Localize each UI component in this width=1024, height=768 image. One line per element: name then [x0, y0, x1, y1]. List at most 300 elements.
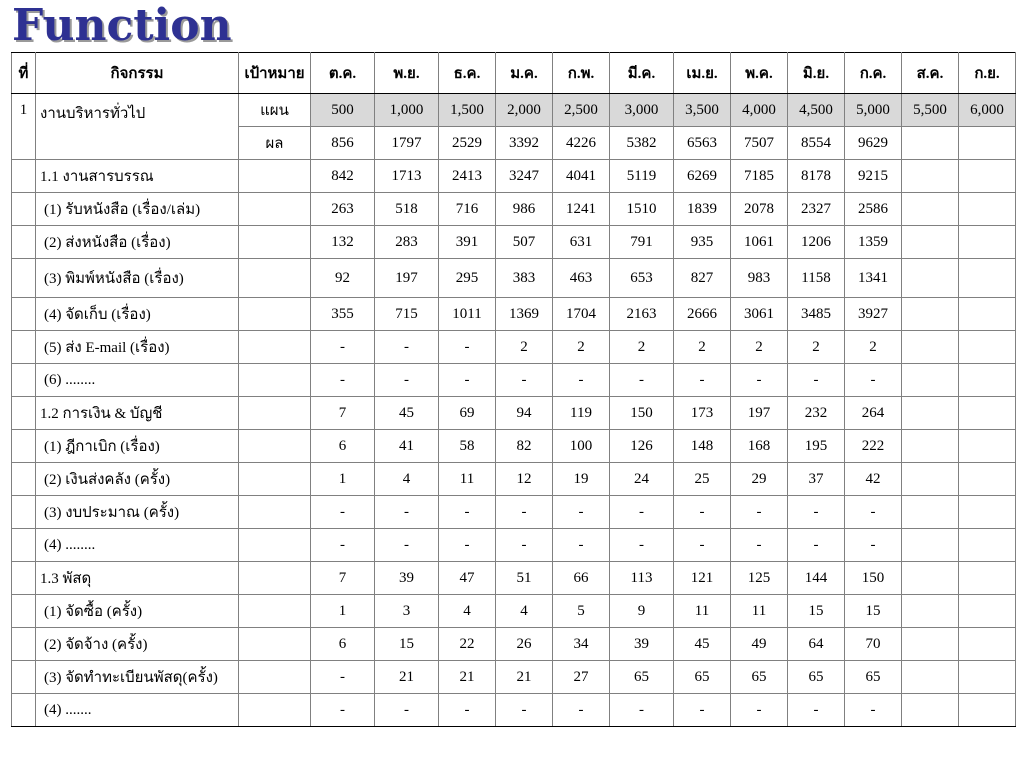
month-value: 42: [845, 463, 902, 496]
result-value: 856: [311, 127, 375, 160]
month-value: 1341: [845, 259, 902, 298]
header-month: ก.พ.: [553, 53, 610, 94]
month-value: 19: [553, 463, 610, 496]
month-value: -: [788, 496, 845, 529]
month-value: 1704: [553, 298, 610, 331]
month-value: 1: [311, 595, 375, 628]
month-value: 15: [788, 595, 845, 628]
month-value: [959, 496, 1016, 529]
month-value: 232: [788, 397, 845, 430]
month-value: 1369: [496, 298, 553, 331]
month-value: [959, 529, 1016, 562]
activity-label: 1.2 การเงิน & บัญชี: [36, 397, 239, 430]
month-value: -: [375, 694, 439, 727]
target-cell: [239, 298, 311, 331]
month-value: [902, 298, 959, 331]
month-value: 132: [311, 226, 375, 259]
header-month: พ.ย.: [375, 53, 439, 94]
month-value: 3485: [788, 298, 845, 331]
activity-table: [11, 52, 1016, 727]
month-value: [902, 595, 959, 628]
month-value: 195: [788, 430, 845, 463]
plan-label: แผน: [239, 94, 311, 127]
month-value: 9215: [845, 160, 902, 193]
month-value: 150: [610, 397, 674, 430]
row-no-cell: [12, 694, 36, 727]
month-value: 11: [674, 595, 731, 628]
month-value: 986: [496, 193, 553, 226]
month-value: 25: [674, 463, 731, 496]
month-value: 383: [496, 259, 553, 298]
month-value: 4: [439, 595, 496, 628]
row-no-cell: [12, 160, 36, 193]
month-value: [959, 226, 1016, 259]
target-cell: [239, 496, 311, 529]
month-value: -: [731, 364, 788, 397]
month-value: [902, 331, 959, 364]
activity-label: (4) ........: [36, 529, 239, 562]
month-value: 21: [496, 661, 553, 694]
month-value: -: [496, 496, 553, 529]
section-1-name: งานบริหารทั่วไป: [36, 94, 239, 160]
activity-label: (2) เงินส่งคลัง (ครั้ง): [36, 463, 239, 496]
month-value: 65: [674, 661, 731, 694]
plan-value: 5,500: [902, 94, 959, 127]
month-value: 2413: [439, 160, 496, 193]
month-value: 37: [788, 463, 845, 496]
header-row: [12, 53, 1016, 94]
row-no-cell: [12, 331, 36, 364]
month-value: 8178: [788, 160, 845, 193]
month-value: 1158: [788, 259, 845, 298]
month-value: 125: [731, 562, 788, 595]
month-value: 100: [553, 430, 610, 463]
month-value: 94: [496, 397, 553, 430]
month-value: 3: [375, 595, 439, 628]
table-row: [12, 226, 1016, 259]
month-value: 92: [311, 259, 375, 298]
header-month: ธ.ค.: [439, 53, 496, 94]
result-value: [902, 127, 959, 160]
row-no-cell: [12, 226, 36, 259]
month-value: 7: [311, 397, 375, 430]
result-value: 5382: [610, 127, 674, 160]
month-value: 27: [553, 661, 610, 694]
month-value: -: [375, 364, 439, 397]
month-value: [902, 364, 959, 397]
month-value: 4: [496, 595, 553, 628]
header-month: เม.ย.: [674, 53, 731, 94]
month-value: 264: [845, 397, 902, 430]
plan-value: 500: [311, 94, 375, 127]
month-value: -: [311, 529, 375, 562]
month-value: [959, 298, 1016, 331]
header-month: ส.ค.: [902, 53, 959, 94]
month-value: 263: [311, 193, 375, 226]
month-value: -: [610, 694, 674, 727]
month-value: -: [311, 496, 375, 529]
activity-label: (4) จัดเก็บ (เรื่อง): [36, 298, 239, 331]
header-month: มิ.ย.: [788, 53, 845, 94]
month-value: 39: [610, 628, 674, 661]
row-no-cell: [12, 496, 36, 529]
month-value: -: [496, 364, 553, 397]
month-value: 507: [496, 226, 553, 259]
month-value: [959, 364, 1016, 397]
month-value: 66: [553, 562, 610, 595]
month-value: 148: [674, 430, 731, 463]
target-cell: [239, 226, 311, 259]
month-value: 631: [553, 226, 610, 259]
month-value: -: [610, 496, 674, 529]
month-value: 58: [439, 430, 496, 463]
month-value: 11: [439, 463, 496, 496]
month-value: -: [610, 529, 674, 562]
month-value: 41: [375, 430, 439, 463]
activity-label: (3) จัดทำทะเบียนพัสดุ(ครั้ง): [36, 661, 239, 694]
month-value: 47: [439, 562, 496, 595]
plan-value: 3,000: [610, 94, 674, 127]
month-value: 15: [375, 628, 439, 661]
month-value: [959, 397, 1016, 430]
month-value: 3247: [496, 160, 553, 193]
plan-value: 5,000: [845, 94, 902, 127]
activity-label: (4) .......: [36, 694, 239, 727]
month-value: -: [674, 529, 731, 562]
month-value: -: [553, 496, 610, 529]
month-value: 1359: [845, 226, 902, 259]
month-value: 1839: [674, 193, 731, 226]
month-value: 65: [610, 661, 674, 694]
month-value: [902, 496, 959, 529]
month-value: -: [311, 694, 375, 727]
month-value: 24: [610, 463, 674, 496]
month-value: 39: [375, 562, 439, 595]
header-activity: กิจกรรม: [36, 53, 239, 94]
result-value: 8554: [788, 127, 845, 160]
month-value: 126: [610, 430, 674, 463]
month-value: 2586: [845, 193, 902, 226]
activity-label: (3) งบประมาณ (ครั้ง): [36, 496, 239, 529]
month-value: [902, 661, 959, 694]
month-value: 355: [311, 298, 375, 331]
month-value: -: [553, 364, 610, 397]
target-cell: [239, 661, 311, 694]
month-value: 6: [311, 430, 375, 463]
month-value: 1206: [788, 226, 845, 259]
month-value: [902, 193, 959, 226]
month-value: [959, 193, 1016, 226]
month-value: -: [375, 496, 439, 529]
month-value: 51: [496, 562, 553, 595]
month-value: -: [731, 496, 788, 529]
month-value: 827: [674, 259, 731, 298]
target-cell: [239, 529, 311, 562]
month-value: -: [496, 694, 553, 727]
activity-label: (1) รับหนังสือ (เรื่อง/เล่ม): [36, 193, 239, 226]
month-value: [959, 562, 1016, 595]
target-cell: [239, 595, 311, 628]
month-value: 5119: [610, 160, 674, 193]
header-month: พ.ค.: [731, 53, 788, 94]
month-value: -: [439, 694, 496, 727]
month-value: [902, 430, 959, 463]
month-value: 391: [439, 226, 496, 259]
month-value: 29: [731, 463, 788, 496]
result-value: 4226: [553, 127, 610, 160]
month-value: 518: [375, 193, 439, 226]
month-value: 1510: [610, 193, 674, 226]
month-value: 2: [496, 331, 553, 364]
month-value: -: [788, 529, 845, 562]
month-value: -: [553, 529, 610, 562]
month-value: 21: [375, 661, 439, 694]
table-row: [12, 430, 1016, 463]
activity-label: (2) จัดจ้าง (ครั้ง): [36, 628, 239, 661]
month-value: 653: [610, 259, 674, 298]
month-value: 5: [553, 595, 610, 628]
section-1-plan-row: [12, 94, 1016, 127]
month-value: 70: [845, 628, 902, 661]
month-value: [959, 331, 1016, 364]
activity-label: 1.1 งานสารบรรณ: [36, 160, 239, 193]
result-value: 2529: [439, 127, 496, 160]
month-value: -: [496, 529, 553, 562]
month-value: 716: [439, 193, 496, 226]
month-value: [902, 529, 959, 562]
month-value: 49: [731, 628, 788, 661]
month-value: [959, 628, 1016, 661]
row-no-cell: [12, 364, 36, 397]
month-value: -: [439, 529, 496, 562]
target-cell: [239, 463, 311, 496]
month-value: 935: [674, 226, 731, 259]
month-value: 295: [439, 259, 496, 298]
month-value: 2666: [674, 298, 731, 331]
plan-value: 6,000: [959, 94, 1016, 127]
month-value: -: [845, 364, 902, 397]
table-row: [12, 562, 1016, 595]
month-value: 4: [375, 463, 439, 496]
target-cell: [239, 331, 311, 364]
month-value: [902, 463, 959, 496]
month-value: 119: [553, 397, 610, 430]
month-value: [902, 694, 959, 727]
month-value: 791: [610, 226, 674, 259]
month-value: 65: [731, 661, 788, 694]
month-value: [959, 595, 1016, 628]
month-value: 26: [496, 628, 553, 661]
month-value: 4041: [553, 160, 610, 193]
month-value: -: [845, 694, 902, 727]
month-value: 6: [311, 628, 375, 661]
month-value: 144: [788, 562, 845, 595]
month-value: 65: [788, 661, 845, 694]
month-value: 65: [845, 661, 902, 694]
row-no-cell: [12, 463, 36, 496]
month-value: [959, 463, 1016, 496]
month-value: 45: [375, 397, 439, 430]
month-value: 22: [439, 628, 496, 661]
month-value: -: [375, 331, 439, 364]
month-value: 1241: [553, 193, 610, 226]
month-value: 3061: [731, 298, 788, 331]
header-target: เป้าหมาย: [239, 53, 311, 94]
month-value: [959, 430, 1016, 463]
table-row: [12, 193, 1016, 226]
header-no: ที่: [12, 53, 36, 94]
month-value: 2: [731, 331, 788, 364]
month-value: [902, 397, 959, 430]
month-value: -: [788, 364, 845, 397]
month-value: 2: [788, 331, 845, 364]
row-no-cell: [12, 562, 36, 595]
month-value: 15: [845, 595, 902, 628]
table-row: [12, 595, 1016, 628]
month-value: 3927: [845, 298, 902, 331]
plan-value: 4,500: [788, 94, 845, 127]
result-value: 1797: [375, 127, 439, 160]
month-value: -: [845, 529, 902, 562]
table-row: [12, 496, 1016, 529]
month-value: -: [553, 694, 610, 727]
month-value: [959, 661, 1016, 694]
month-value: 34: [553, 628, 610, 661]
month-value: 45: [674, 628, 731, 661]
month-value: -: [311, 661, 375, 694]
table-row: [12, 397, 1016, 430]
header-month: ก.ย.: [959, 53, 1016, 94]
month-value: 7: [311, 562, 375, 595]
table-row: [12, 331, 1016, 364]
month-value: 11: [731, 595, 788, 628]
month-value: -: [375, 529, 439, 562]
header-month: ต.ค.: [311, 53, 375, 94]
section-1-no: 1: [12, 94, 36, 160]
result-value: [959, 127, 1016, 160]
result-value: 9629: [845, 127, 902, 160]
target-cell: [239, 160, 311, 193]
month-value: 197: [375, 259, 439, 298]
target-cell: [239, 430, 311, 463]
month-value: 9: [610, 595, 674, 628]
month-value: 1061: [731, 226, 788, 259]
month-value: 2: [553, 331, 610, 364]
row-no-cell: [12, 529, 36, 562]
plan-value: 2,500: [553, 94, 610, 127]
month-value: 69: [439, 397, 496, 430]
activity-label: (2) ส่งหนังสือ (เรื่อง): [36, 226, 239, 259]
month-value: -: [731, 529, 788, 562]
month-value: -: [439, 364, 496, 397]
month-value: 64: [788, 628, 845, 661]
row-no-cell: [12, 628, 36, 661]
activity-label: (5) ส่ง E-mail (เรื่อง): [36, 331, 239, 364]
table-row: [12, 160, 1016, 193]
month-value: -: [311, 364, 375, 397]
row-no-cell: [12, 397, 36, 430]
table-row: [12, 364, 1016, 397]
activity-label: (6) ........: [36, 364, 239, 397]
month-value: 2: [610, 331, 674, 364]
month-value: 2163: [610, 298, 674, 331]
month-value: -: [731, 694, 788, 727]
month-value: [902, 562, 959, 595]
month-value: -: [674, 364, 731, 397]
month-value: 463: [553, 259, 610, 298]
plan-value: 4,000: [731, 94, 788, 127]
month-value: [959, 160, 1016, 193]
month-value: 150: [845, 562, 902, 595]
month-value: [959, 259, 1016, 298]
plan-value: 1,000: [375, 94, 439, 127]
target-cell: [239, 397, 311, 430]
slide-title: Function: [12, 0, 232, 51]
month-value: 715: [375, 298, 439, 331]
month-value: 173: [674, 397, 731, 430]
month-value: -: [610, 364, 674, 397]
month-value: 21: [439, 661, 496, 694]
target-cell: [239, 562, 311, 595]
month-value: 121: [674, 562, 731, 595]
month-value: 2: [845, 331, 902, 364]
month-value: -: [311, 331, 375, 364]
month-value: -: [674, 496, 731, 529]
header-month: มี.ค.: [610, 53, 674, 94]
row-no-cell: [12, 430, 36, 463]
result-label: ผล: [239, 127, 311, 160]
result-value: 3392: [496, 127, 553, 160]
month-value: [902, 628, 959, 661]
activity-label: (1) จัดซื้อ (ครั้ง): [36, 595, 239, 628]
month-value: 6269: [674, 160, 731, 193]
target-cell: [239, 628, 311, 661]
table-row: [12, 529, 1016, 562]
month-value: 168: [731, 430, 788, 463]
activity-label: 1.3 พัสดุ: [36, 562, 239, 595]
month-value: 2: [674, 331, 731, 364]
target-cell: [239, 193, 311, 226]
target-cell: [239, 364, 311, 397]
month-value: 983: [731, 259, 788, 298]
row-no-cell: [12, 661, 36, 694]
row-no-cell: [12, 259, 36, 298]
row-no-cell: [12, 595, 36, 628]
plan-value: 1,500: [439, 94, 496, 127]
activity-label: (1) ฎีกาเบิก (เรื่อง): [36, 430, 239, 463]
month-value: [902, 259, 959, 298]
month-value: 222: [845, 430, 902, 463]
month-value: 2327: [788, 193, 845, 226]
month-value: 12: [496, 463, 553, 496]
month-value: [902, 226, 959, 259]
month-value: 1011: [439, 298, 496, 331]
month-value: 2078: [731, 193, 788, 226]
row-no-cell: [12, 298, 36, 331]
month-value: [902, 160, 959, 193]
month-value: 1: [311, 463, 375, 496]
target-cell: [239, 259, 311, 298]
month-value: -: [788, 694, 845, 727]
table-row: [12, 259, 1016, 298]
table-row: [12, 628, 1016, 661]
table-row: [12, 661, 1016, 694]
month-value: -: [674, 694, 731, 727]
plan-value: 2,000: [496, 94, 553, 127]
month-value: -: [439, 331, 496, 364]
table-row: [12, 463, 1016, 496]
month-value: [959, 694, 1016, 727]
